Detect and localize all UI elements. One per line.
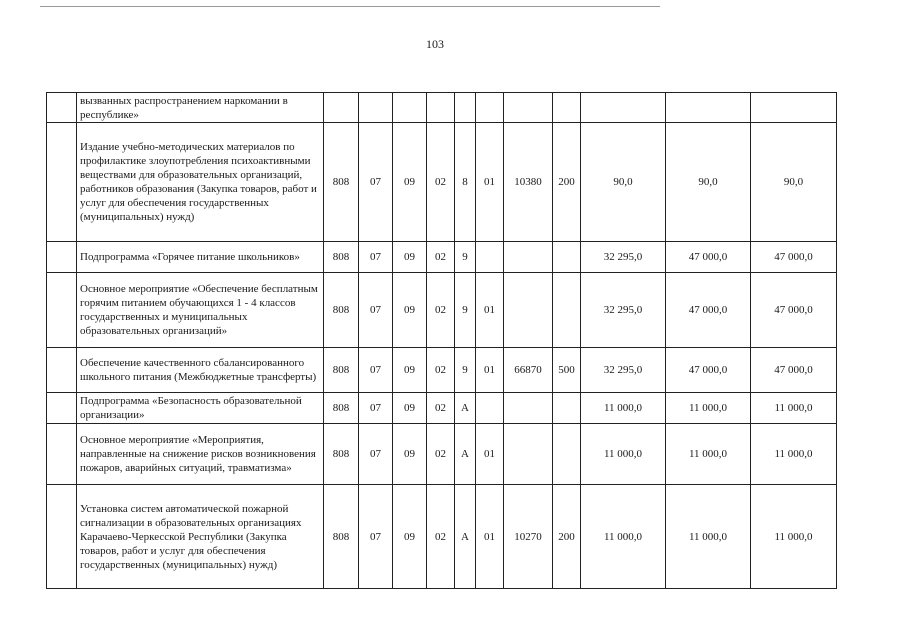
value-cell (666, 93, 751, 123)
table-row (47, 93, 837, 123)
code-cell: 07 (359, 485, 393, 589)
code-cell: 808 (324, 424, 359, 485)
value-cell: 11 000,0 (751, 485, 837, 589)
code-cell: 9 (455, 242, 476, 273)
empty-cell (47, 485, 77, 589)
code-cell: 07 (359, 123, 393, 242)
value-cell: 47 000,0 (666, 273, 751, 348)
code-cell: 200 (553, 485, 581, 589)
empty-cell (47, 393, 77, 424)
table-row (47, 393, 837, 424)
value-cell: 47 000,0 (751, 242, 837, 273)
code-cell: 808 (324, 273, 359, 348)
code-cell: 09 (393, 485, 427, 589)
value-cell: 11 000,0 (581, 424, 666, 485)
row-description: Основное мероприятие «Обеспечение бесплатным горячим питанием обучающихся 1 - 4 классов государственных и муниципальных образовательных организаций» (77, 273, 324, 348)
value-cell: 90,0 (581, 123, 666, 242)
code-cell: 02 (427, 123, 455, 242)
code-cell: А (455, 424, 476, 485)
code-cell (476, 393, 504, 424)
value-cell: 47 000,0 (666, 348, 751, 393)
value-cell (581, 93, 666, 123)
row-description: Подпрограмма «Безопасность образовательной организации» (77, 393, 324, 424)
value-cell: 90,0 (666, 123, 751, 242)
code-cell: 09 (393, 242, 427, 273)
value-cell: 47 000,0 (751, 348, 837, 393)
value-cell: 11 000,0 (751, 424, 837, 485)
code-cell: 10270 (504, 485, 553, 589)
code-cell (553, 242, 581, 273)
table-row (47, 485, 837, 589)
row-description: вызванных распространением наркомании в республике» (77, 93, 324, 123)
code-cell: А (455, 393, 476, 424)
row-description: Подпрограмма «Горячее питание школьников» (77, 242, 324, 273)
code-cell: 808 (324, 393, 359, 424)
code-cell: 02 (427, 242, 455, 273)
code-cell (324, 93, 359, 123)
code-cell (553, 424, 581, 485)
code-cell (393, 93, 427, 123)
code-cell: 02 (427, 485, 455, 589)
value-cell: 32 295,0 (581, 242, 666, 273)
code-cell: 9 (455, 348, 476, 393)
code-cell: 66870 (504, 348, 553, 393)
code-cell (553, 393, 581, 424)
table-row (47, 242, 837, 273)
top-rule (40, 6, 660, 7)
code-cell: 02 (427, 273, 455, 348)
row-description: Основное мероприятие «Мероприятия, направленные на снижение рисков возникновения пожаров, аварийных ситуаций, травматизма» (77, 424, 324, 485)
empty-cell (47, 273, 77, 348)
code-cell: 01 (476, 424, 504, 485)
code-cell (455, 93, 476, 123)
code-cell: 07 (359, 424, 393, 485)
value-cell: 90,0 (751, 123, 837, 242)
code-cell: 09 (393, 424, 427, 485)
value-cell: 32 295,0 (581, 273, 666, 348)
code-cell: 9 (455, 273, 476, 348)
code-cell: 808 (324, 485, 359, 589)
code-cell: 01 (476, 123, 504, 242)
table-row (47, 123, 837, 242)
code-cell: 10380 (504, 123, 553, 242)
code-cell: 09 (393, 348, 427, 393)
code-cell: 01 (476, 273, 504, 348)
code-cell: 8 (455, 123, 476, 242)
code-cell (476, 93, 504, 123)
row-description: Обеспечение качественного сбалансированного школьного питания (Межбюджетные трансферты) (77, 348, 324, 393)
code-cell: 500 (553, 348, 581, 393)
code-cell: 09 (393, 123, 427, 242)
value-cell: 11 000,0 (666, 393, 751, 424)
empty-cell (47, 348, 77, 393)
code-cell (504, 273, 553, 348)
value-cell: 11 000,0 (581, 485, 666, 589)
code-cell: 808 (324, 123, 359, 242)
budget-table (46, 92, 837, 589)
value-cell: 47 000,0 (666, 242, 751, 273)
code-cell (359, 93, 393, 123)
value-cell: 47 000,0 (751, 273, 837, 348)
value-cell: 11 000,0 (666, 485, 751, 589)
code-cell: 02 (427, 393, 455, 424)
code-cell: 01 (476, 485, 504, 589)
code-cell (427, 93, 455, 123)
empty-cell (47, 123, 77, 242)
empty-cell (47, 424, 77, 485)
value-cell: 11 000,0 (581, 393, 666, 424)
code-cell: 07 (359, 242, 393, 273)
table-row (47, 348, 837, 393)
code-cell (553, 93, 581, 123)
code-cell: 01 (476, 348, 504, 393)
code-cell (504, 242, 553, 273)
code-cell (553, 273, 581, 348)
code-cell (504, 424, 553, 485)
code-cell (504, 393, 553, 424)
code-cell: 09 (393, 393, 427, 424)
value-cell: 11 000,0 (666, 424, 751, 485)
code-cell: 808 (324, 348, 359, 393)
value-cell (751, 93, 837, 123)
value-cell: 32 295,0 (581, 348, 666, 393)
code-cell: 07 (359, 273, 393, 348)
page-number: 103 (426, 37, 444, 51)
code-cell: 07 (359, 348, 393, 393)
row-description: Издание учебно-методических материалов по профилактике злоупотребления психоактивными веществами для образовательных организаций, работников образования (Закупка товаров, работ и услуг для обеспечения государственных (муниципальных) нужд) (77, 123, 324, 242)
code-cell: 200 (553, 123, 581, 242)
table-row (47, 424, 837, 485)
table-row (47, 273, 837, 348)
value-cell: 11 000,0 (751, 393, 837, 424)
code-cell (504, 93, 553, 123)
code-cell: 07 (359, 393, 393, 424)
code-cell: А (455, 485, 476, 589)
code-cell: 02 (427, 348, 455, 393)
code-cell: 808 (324, 242, 359, 273)
code-cell (476, 242, 504, 273)
code-cell: 09 (393, 273, 427, 348)
row-description: Установка систем автоматической пожарной сигнализации в образовательных организациях Карачаево-Черкесской Республики (Закупка товаров, работ и услуг для обеспечения государственных (муниципальных) нужд) (77, 485, 324, 589)
empty-cell (47, 242, 77, 273)
empty-cell (47, 93, 77, 123)
code-cell: 02 (427, 424, 455, 485)
